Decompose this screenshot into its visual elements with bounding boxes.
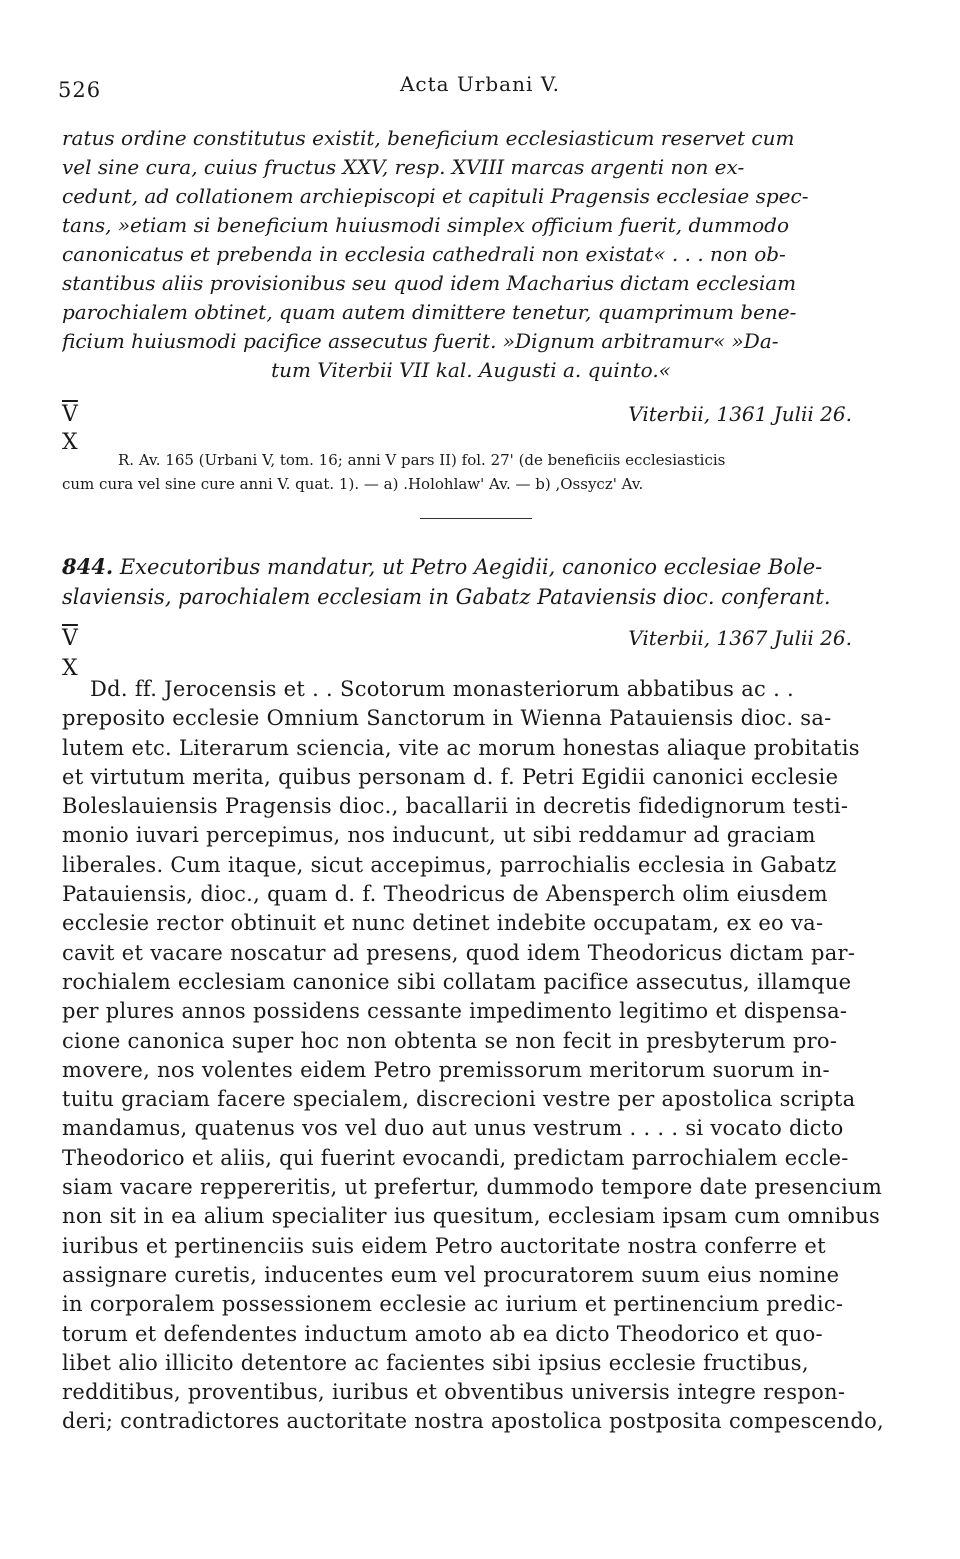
page-number: 526 — [58, 78, 102, 102]
body-line: assignare curetis, inducentes eum vel procuratorem suum eius nomine — [62, 1262, 840, 1287]
entry-number: 844. — [62, 554, 114, 579]
body-line: preposito ecclesie Omnium Sanctorum in Wienna Patauiensis dioc. sa- — [62, 706, 832, 731]
body-line: iuribus et pertinenciis suis eidem Petro auctoritate nostra conferre et — [62, 1233, 826, 1258]
body-line: lutem etc. Literarum sciencia, vite ac morum honestas aliaque probitatis — [62, 735, 860, 760]
body-line: Theodorico et aliis, qui fuerint evocandi, predictam parrochialem eccle- — [62, 1145, 849, 1170]
body-line: et virtutum merita, quibus personam d. f. Petri Egidii canonici ecclesie — [62, 764, 839, 789]
footnote — [62, 448, 882, 496]
body-line: movere, nos volentes eidem Petro premissorum meritorum suorum in- — [62, 1057, 830, 1082]
body-line: Patauiensis, dioc., quam d. f. Theodricus de Abensperch olim eiusdem — [62, 882, 828, 907]
text-line: tans, »etiam si beneficium huiusmodi simplex officium fuerit, dummodo — [62, 213, 789, 237]
page-header — [58, 68, 902, 108]
body-line: Dd. ff. Jerocensis et . . Scotorum monasteriorum abbatibus ac . . — [90, 677, 795, 701]
body-line: Boleslauiensis Pragensis dioc., bacallarii in decretis fidedignorum testi- — [62, 794, 849, 819]
text-line: ratus ordine constitutus existit, beneficium ecclesiasticum reservet cum — [62, 126, 795, 150]
date-line: Viterbii, 1361 Julii 26. — [628, 402, 852, 426]
text-line: stantibus aliis provisionibus seu quod idem Macharius dictam ecclesiam — [62, 271, 797, 295]
text-line: canonicatus et prebenda in ecclesia cathedrali non existat« . . . non ob- — [62, 242, 786, 266]
body-line: cione canonica super hoc non obtenta se non fecit in presbyterum pro- — [62, 1028, 838, 1053]
footnote-line: cum cura vel sine cure anni V. quat. 1). — a) .Holohlaw' Av. — b) ,Ossycz' Av. — [62, 475, 644, 493]
entry-body — [62, 675, 904, 1437]
body-line: torum et defendentes inductum amoto ab ea dicto Theodorico et quo- — [62, 1321, 823, 1346]
text-line: cedunt, ad collationem archiepiscopi et capituli Pragensis ecclesiae spec- — [62, 184, 809, 208]
body-line: siam vacare reppereritis, ut prefertur, dummodo tempore date presencium — [62, 1175, 883, 1200]
rubric-line: slaviensis, parochialem ecclesiam in Gabatz Pataviensis dioc. conferant. — [62, 585, 831, 609]
body-line: rochialem ecclesiam canonice sibi collatam pacifice assecutus, illamque — [62, 969, 852, 994]
body-line: in corporalem possessionem ecclesie ac iurium et pertinencium predic- — [62, 1292, 844, 1317]
footnote-line: R. Av. 165 (Urbani V, tom. 16; anni V pars II) fol. 27' (de beneficiis ecclesiasticis — [118, 451, 726, 469]
register-mark-x: X — [62, 656, 78, 681]
entry-date-line: Viterbii, 1367 Julii 26. — [628, 626, 852, 650]
text-line: ficium huiusmodi pacifice assecutus fuerit. »Dignum arbitramur« »Da- — [62, 329, 779, 353]
rubric-line: Executoribus mandatur, ut Petro Aegidii, canonico ecclesiae Bole- — [119, 555, 823, 579]
body-line: ecclesie rector obtinuit et nunc detinet indebite occupatam, ex eo va- — [62, 911, 824, 936]
register-mark-v: $\overline{V}$ — [62, 626, 78, 651]
entry-rubric — [62, 552, 897, 612]
continuation-paragraph — [62, 124, 880, 385]
body-line: libet alio illicito detentore ac facientes sibi ipsius ecclesie fructibus, — [62, 1350, 809, 1375]
body-line: cavit et vacare noscatur ad presens, quod idem Theodoricus dictam par- — [62, 940, 856, 965]
text-line: vel sine cura, cuius fructus XXV, resp. XVIII marcas argenti non ex- — [62, 155, 745, 179]
running-head: Acta Urbani V. — [399, 72, 561, 96]
register-mark-v: $\overline{V}$ — [62, 402, 78, 427]
body-line: non sit in ea alium specialiter ius quesitum, ecclesiam ipsam cum omnibus — [62, 1204, 881, 1229]
register-mark-x: X — [62, 430, 78, 455]
body-line: per plures annos possidens cessante impedimento legitimo et dispensa- — [62, 999, 848, 1024]
separator-rule — [420, 518, 532, 519]
body-line: mandamus, quatenus vos vel duo aut unus vestrum . . . . si vocato dicto — [62, 1116, 844, 1141]
body-line: deri; contradictores auctoritate nostra apostolica postposita compescendo, — [62, 1409, 884, 1434]
body-line: liberales. Cum itaque, sicut accepimus, parrochialis ecclesia in Gabatz — [62, 852, 837, 877]
body-line: monio iuvari percepimus, nos inducunt, ut sibi reddamur ad graciam — [62, 823, 816, 848]
text-line: parochialem obtinet, quam autem dimittere tenetur, quamprimum bene- — [62, 300, 797, 324]
body-line: redditibus, proventibus, iuribus et obventibus universis integre respon- — [62, 1380, 846, 1405]
dating-clause: tum Viterbii VII kal. Augusti a. quinto.« — [271, 358, 671, 382]
body-line: tuitu graciam facere specialem, discrecioni vestre per apostolica scripta — [62, 1087, 856, 1112]
